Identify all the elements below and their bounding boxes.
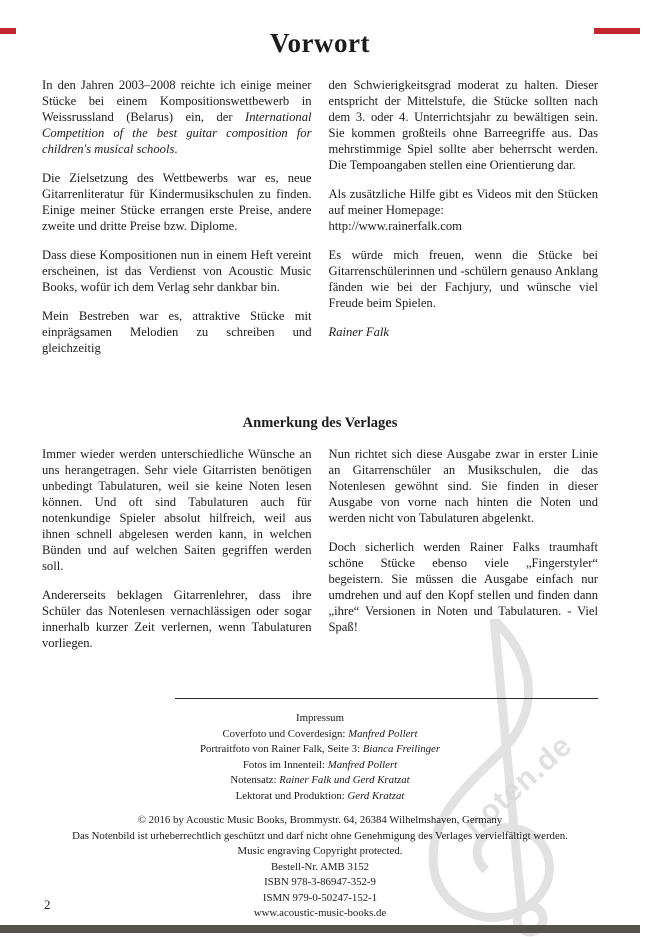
paragraph: Die Zielsetzung des Wettbewerbs war es, neue Gitarrenliteratur für Kindermusikschulen zu finden. Einige meiner Stücke errangen erste Preise, andere zweite und dritte Preise bzw. Diplome. bbox=[42, 171, 312, 233]
homepage-url: http://www.rainerfalk.com bbox=[328, 219, 462, 233]
scan-bottom-edge bbox=[0, 925, 640, 933]
credit-label: Fotos im Innenteil: bbox=[242, 758, 328, 771]
author-signature: Rainer Falk bbox=[328, 325, 390, 339]
credit-name: Bianca Freilinger bbox=[362, 743, 441, 755]
impressum-divider bbox=[175, 698, 598, 699]
credit-line bbox=[42, 742, 598, 758]
publisher-website: www.acoustic-music-books.de bbox=[253, 907, 387, 919]
copyright-block bbox=[42, 813, 598, 922]
book-page bbox=[0, 28, 640, 933]
paragraph: den Schwierigkeitsgrad moderat zu halten. Dieser entspricht der Mittelstufe, die Stücke sollten nach dem 3. oder 4. Unterrichtsjahr zu bewältigen sein. Sie kommen großteils ohne Barreegriffe aus. Das mehrstimmige Spiel sollte aber beherrscht werden. Die Tempoangaben stellen eine Orientierung dar. bbox=[328, 78, 598, 172]
credit-label: Coverfoto und Coverdesign: bbox=[222, 727, 349, 740]
credit-line bbox=[42, 727, 598, 743]
credit-line bbox=[42, 773, 598, 789]
page-title: Vorwort bbox=[270, 28, 370, 58]
scan-mark-top-left bbox=[0, 28, 16, 34]
paragraph bbox=[329, 186, 599, 234]
vorwort-left-column bbox=[42, 77, 312, 369]
credit-label: Lektorat und Produktion: bbox=[235, 789, 348, 802]
anmerkung-right-column bbox=[329, 446, 599, 664]
order-number: Bestell-Nr. AMB 3152 bbox=[270, 860, 370, 873]
page-number: 2 bbox=[44, 897, 51, 912]
paragraph: Immer wieder werden unterschiedliche Wünsche an uns herangetragen. Sehr viele Gitarristen benötigen unbedingt Tabulaturen, weil sie keine Noten lesen können. Und oft sind Tabulaturen auch für notenkundige Spieler absolut hilfreich, weil aus ihnen schnell abgelesen werden kann, in welchen Bünden und auf welchen Saiten gegriffen werden soll. bbox=[42, 447, 312, 573]
copyright-line: Music engraving Copyright protected. bbox=[237, 845, 403, 857]
isbn-number: ISBN 978-3-86947-352-9 bbox=[264, 876, 376, 888]
anmerkung-left-column bbox=[42, 446, 312, 664]
credit-name: Gerd Kratzat bbox=[347, 789, 405, 802]
watermark-text: noten.de bbox=[457, 728, 579, 843]
credit-name: Manfred Pollert bbox=[327, 758, 398, 771]
paragraph-text-italic: International Competition of the best guitar composition for children's musical schools bbox=[42, 110, 312, 156]
paragraph-text: In den Jahren 2003–2008 reichte ich einige meiner Stücke bei einem Kompositionswettbewerb in Weissrussland (Belarus) ein, der bbox=[42, 78, 312, 124]
paragraph: Es würde mich freuen, wenn die Stücke bei Gitarrenschülerinnen und -schülern genauso Anklang fänden wie bei der Fachjury, und wünsche viel Freude beim Spielen. bbox=[328, 248, 598, 310]
impressum-block bbox=[42, 711, 598, 922]
credit-label: Portraitfoto von Rainer Falk, Seite 3: bbox=[199, 743, 363, 755]
copyright-line: © 2016 by Acoustic Music Books, Brommystr. 64, 26384 Wilhelmshaven, Germany bbox=[137, 814, 503, 826]
section-title: Anmerkung des Verlages bbox=[242, 415, 398, 431]
paragraph bbox=[42, 77, 312, 157]
ismn-number: ISMN 979-0-50247-152-1 bbox=[262, 891, 378, 904]
paragraph: Mein Bestreben war es, attraktive Stücke mit einprägsamen Melodien zu schreiben und gleichzeitig bbox=[42, 309, 312, 355]
paragraph: Dass diese Kompositionen nun in einem Heft vereint erscheinen, ist das Verdienst von Acoustic Music Books, wofür ich dem Verlag sehr dankbar bin. bbox=[42, 248, 312, 294]
credit-label: Notensatz: bbox=[230, 774, 280, 786]
paragraph: Nun richtet sich diese Ausgabe zwar in erster Linie an Gitarrenschüler an Musikschulen, die das Notenlesen gewöhnt sind. Sie finden in dieser Ausgabe von vorne nach hinten die Noten und werden nicht von Tabulaturen abgelenkt. bbox=[328, 447, 598, 525]
credit-line bbox=[42, 758, 598, 774]
paragraph-text: . bbox=[174, 142, 178, 156]
scan-mark-top-right bbox=[594, 28, 640, 34]
paragraph: Doch sicherlich werden Rainer Falks traumhaft schöne Stücke ebenso viele „Fingerstyler“ begeistern. Sie müssen die Ausgabe einfach nur umdrehen und auf den Kopf stellen und finden dann „ihre“ Versionen in Noten und Tabulaturen. - Viel Spaß! bbox=[328, 540, 598, 634]
credit-name: Manfred Pollert bbox=[348, 727, 418, 740]
impressum-heading: Impressum bbox=[296, 712, 344, 724]
paragraph: Andererseits beklagen Gitarrenlehrer, dass ihre Schüler das Notenlesen vernachlässigen oder sogar innerhalb kurzer Zeit verlernen, wenn Tabulaturen vorliegen. bbox=[42, 588, 312, 650]
copyright-line: Das Notenbild ist urheberrechtlich geschützt und darf nicht ohne Genehmigung des Verlages vervielfältigt werden. bbox=[72, 829, 568, 842]
credit-name: Rainer Falk und Gerd Kratzat bbox=[279, 774, 410, 786]
vorwort-right-column bbox=[329, 77, 599, 369]
paragraph-text: Als zusätzliche Hilfe gibt es Videos mit den Stücken auf meiner Homepage: bbox=[328, 187, 598, 217]
anmerkung-columns bbox=[42, 446, 598, 664]
credit-line bbox=[42, 789, 598, 805]
vorwort-columns bbox=[42, 77, 598, 369]
